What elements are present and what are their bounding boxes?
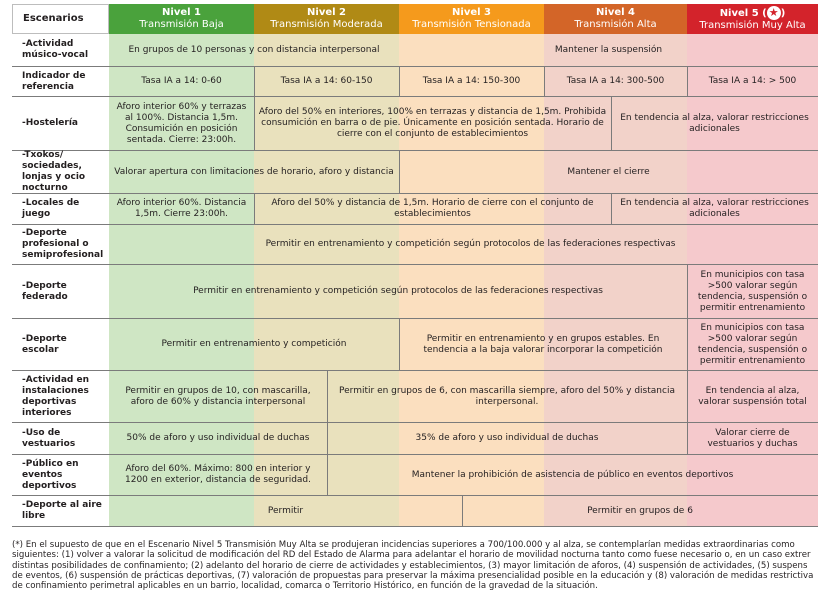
cell-musico-vocal-levels-1-2: En grupos de 10 personas y con distancia interpersonal	[128, 44, 380, 55]
level-2-title: Nivel 2	[307, 7, 346, 18]
level-3-name: Transmisión Tensionada	[412, 19, 531, 30]
level-5-header	[687, 4, 818, 34]
row-label-locales-juego: -Locales de juego	[12, 194, 109, 225]
row-label-publico: -Público en eventos deportivos	[12, 455, 109, 496]
cell-publico-a: Aforo del 60%. Máximo: 800 en interior y 1200 en exterior, distancia de seguridad.	[125, 464, 311, 485]
row-label-deporte-escolar: -Deporte escolar	[12, 319, 109, 371]
cell-escolar-levels-1-2: Permitir en entrenamiento y competición	[161, 339, 347, 349]
row-label-deporte-profesional: -Deporte profesional o semiprofesional	[12, 225, 109, 265]
row-label-indicador: Indicador de referencia	[12, 67, 109, 97]
level-1-title: Nivel 1	[162, 7, 201, 18]
cell-publico-b: Mantener la prohibición de asistencia de público en eventos deportivos	[411, 469, 734, 480]
cell-aire-libre-a: Permitir	[267, 505, 304, 516]
footnote-line: de eventos, (6) suspensión de prácticas deportivas, (7) valoración de propuestas para preservar la máxima presencialidad posible en la educación y (8) valoración de medidas restrictiva	[12, 570, 814, 581]
cell-hosteleria-level-5: En tendencia al alza, valorar restricciones adicionales	[620, 112, 809, 134]
cell-indicador-level-1: Tasa IA a 14: 0-60	[141, 76, 222, 86]
level-3-header	[399, 4, 544, 34]
cell-hosteleria-level-1: Aforo interior 60% y terrazas al 100%. Distancia 1,5m. Consumición en posición sentada. Cierre: 23:00h.	[116, 101, 247, 145]
level-5-title-suffix: )	[780, 8, 786, 19]
footnote-line: de confinamiento perimetral aplicables en un barrio, localidad, comarca o Territorio Histórico, en función de la gravedad de la situación.	[12, 581, 598, 592]
level-4-title: Nivel 4	[596, 7, 635, 18]
cell-hosteleria-levels-2-4: Aforo del 50% en interiores, 100% en terrazas y distancia de 1,5m. Prohibida consumición en barra o de pie. Únicamente en posición sentada. Horario de cierre con el conjunto de establecimientos	[258, 107, 607, 139]
footnote	[12, 540, 818, 591]
scenarios-header	[12, 4, 109, 34]
cell-locales-level-5: En tendencia al alza, valorar restricciones adicionales	[620, 198, 809, 219]
level-1-name: Transmisión Baja	[139, 19, 224, 30]
cell-escolar-level-5: En municipios con tasa >500 valorar según tendencia, suspensión o permitir entrenamiento	[697, 322, 808, 366]
level-4-name: Transmisión Alta	[574, 19, 657, 30]
cell-indicador-level-4: Tasa IA a 14: 300-500	[566, 76, 665, 86]
cell-instalaciones-a: Permitir en grupos de 10, con mascarilla, aforo de 60% y distancia interpersonal	[125, 385, 311, 407]
scenarios-header-label: Escenarios	[23, 13, 84, 24]
row-label-aire-libre: -Deporte al aire libre	[12, 496, 109, 527]
star-icon: ★	[767, 6, 781, 20]
level-3-title: Nivel 3	[452, 7, 491, 18]
cell-vestuarios-a: 50% de aforo y uso individual de duchas	[126, 433, 310, 443]
cell-locales-levels-2-4: Aforo del 50% y distancia de 1,5m. Horario de cierre con el conjunto de establecimientos	[271, 198, 594, 219]
row-label-hosteleria: -Hostelería	[12, 97, 109, 151]
cell-vestuarios-b: 35% de aforo y uso individual de duchas	[415, 433, 599, 443]
cell-indicador-level-2: Tasa IA a 14: 60-150	[280, 76, 373, 86]
cell-instalaciones-c: En tendencia al alza, valorar suspensión total	[698, 385, 807, 407]
level-2-header	[254, 4, 399, 34]
cell-vestuarios-c: Valorar cierre de vestuarios y duchas	[707, 427, 798, 449]
cell-federado-level-5: En municipios con tasa >500 valorar según tendencia, suspensión o permitir entrenamiento	[697, 269, 808, 313]
row-label-instalaciones: -Actividad en instalaciones deportivas interiores	[12, 371, 109, 423]
footnote-line: siguientes: (1) volver a valorar la solicitud de modificación del RD del Estado de Alarma para adelantar el horario de movilidad nocturna tanto como fuese necesario o, en un caso extrer	[12, 550, 811, 561]
level-4-header	[544, 4, 687, 34]
cell-txokos-levels-1-2: Valorar apertura con limitaciones de horario, aforo y distancia	[114, 166, 394, 177]
row-label-deporte-federado: -Deporte federado	[12, 265, 109, 319]
row-label-vestuarios: -Uso de vestuarios	[12, 423, 109, 455]
level-5-title-text: Nivel 5 (	[719, 8, 767, 19]
cell-instalaciones-b: Permitir en grupos de 6, con mascarilla siempre, aforo del 50% y distancia interpersonal.	[339, 385, 675, 407]
cell-txokos-levels-3-5: Mantener el cierre	[567, 166, 650, 177]
cell-locales-level-1: Aforo interior 60%. Distancia 1,5m. Cierre 23:00h.	[116, 198, 247, 219]
cell-indicador-level-3: Tasa IA a 14: 150-300	[422, 76, 521, 86]
cell-escolar-levels-3-4: Permitir en entrenamiento y en grupos estables. En tendencia a la baja valorar incorporar la competición	[423, 333, 663, 355]
footnote-line: (*) En el supuesto de que en el Escenario Nivel 5 Transmisión Muy Alta se produjeran incidencias superiores a 700/100.000 y al alza, se contemplarían medidas extraordinarias como	[12, 540, 795, 550]
row-label-txokos: -Txokos/ sociedades, lonjas y ocio nocturno	[12, 151, 109, 194]
cell-deporte-profesional: Permitir en entrenamiento y competición según protocolos de las federaciones respectivas	[265, 239, 676, 249]
row-label-actividad-musico-vocal: -Actividad músico-vocal	[12, 34, 109, 67]
level-1-header	[109, 4, 254, 34]
cell-aire-libre-b: Permitir en grupos de 6	[587, 505, 693, 516]
cell-indicador-level-5: Tasa IA a 14: > 500	[708, 76, 797, 86]
cell-federado-levels-1-4: Permitir en entrenamiento y competición según protocolos de las federaciones respectivas	[193, 286, 603, 296]
level-2-name: Transmisión Moderada	[270, 19, 383, 30]
level-5-title	[720, 6, 786, 20]
footnote-line: distintas posibilidades de confinamiento; (2) adelanto del horario de cierre de actividades y establecimientos, (3) mayor limitación de aforos, (4) suspensión de actividades, (5) suspens	[12, 560, 808, 571]
cell-musico-vocal-levels-3-5: Mantener la suspensión	[554, 44, 663, 55]
row-divider	[109, 526, 818, 527]
level-5-name: Transmisión Muy Alta	[699, 20, 806, 31]
